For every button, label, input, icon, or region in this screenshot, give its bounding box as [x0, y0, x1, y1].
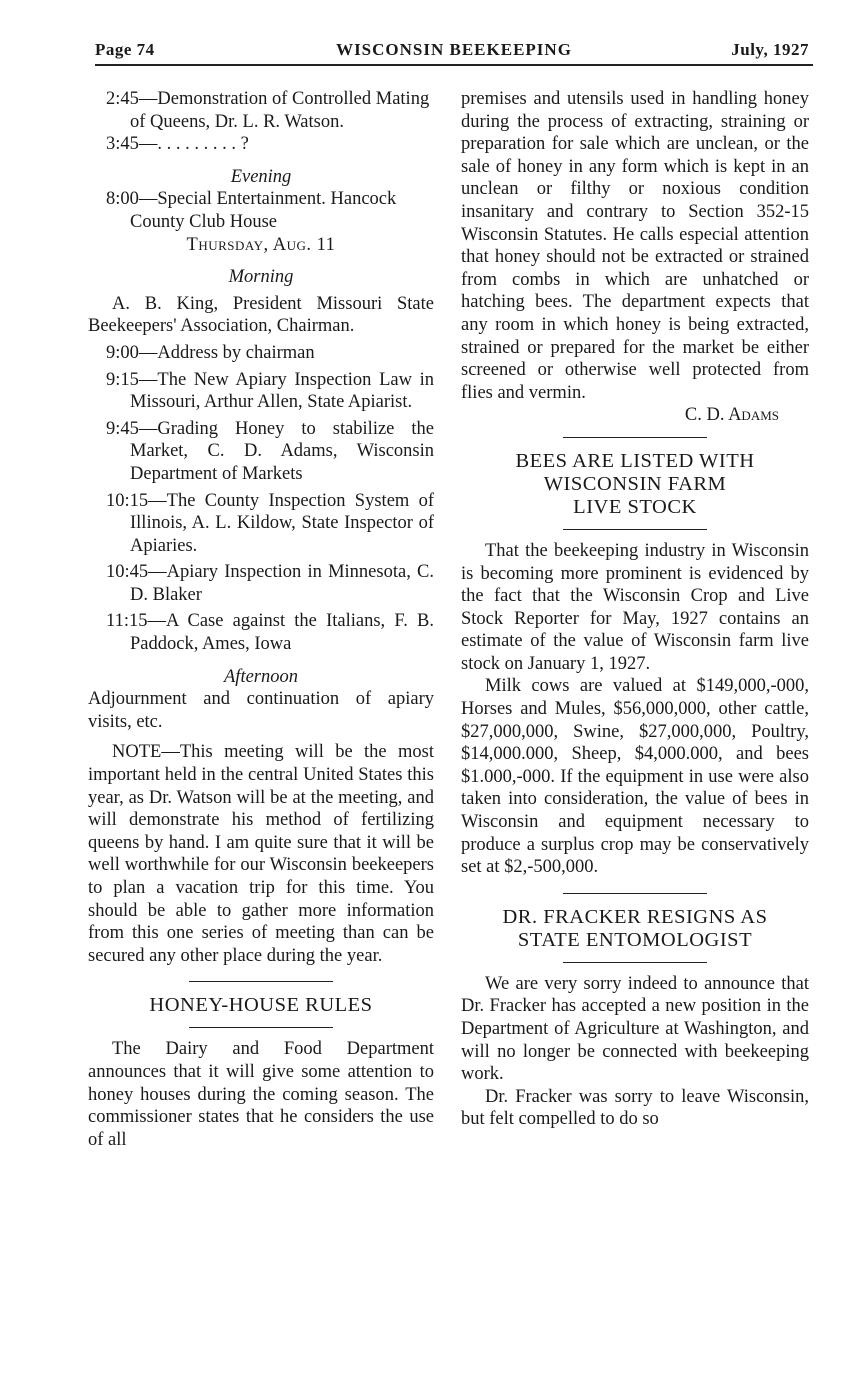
- afternoon-heading: Afternoon: [224, 666, 298, 687]
- right-column: [461, 88, 809, 1131]
- issue-date: July, 1927: [731, 40, 809, 59]
- livestock-paragraph: Milk cows are valued at $149,000,-000, Horses and Mules, $56,000,000, other cattle, $27,000,000, Swine, $27,000,000, Poultry, $14,000.000, Sheep, $4,000.000, and bees $1.000,-000. If the equipment in use were also taken into consideration, the value of bees in Wisconsin and equipment necessary to produce a surplus crop may be conservatively set at $2,-500,000.: [461, 676, 809, 878]
- headline-underline: [563, 962, 707, 963]
- chairman-paragraph: A. B. King, President Missouri State Beekeepers' Association, Chairman.: [88, 293, 434, 337]
- schedule-item: 10:15—The County Inspection System of Illinois, A. L. Kildow, State Inspector of Apiaries.: [106, 490, 434, 556]
- livestock-headline: [461, 450, 809, 519]
- note-paragraph: NOTE—This meeting will be the most important held in the central United States this year, as Dr. Watson will be at the meeting, and will demonstrate his method of fertilizing queens by hand. I am quite sure that it will be well worthwhile for our Wisconsin beekeepers to plan a vacation trip for this time. You should be able to gather more information from this one series of meeting than can be secured any other place during the year.: [88, 742, 434, 966]
- honey-house-paragraph-continued: premises and utensils used in handling honey during the process of extracting, straining or preparation for sale which are unclean, or the sale of honey in any form which is kept in an unclean or filthy or noxious condition insanitary and contrary to Section 352-15 Wisconsin Statutes. He calls especial attention that honey should not be extracted or strained from combs in which are unhatched or hatching bees. The department expects that any room in which honey is being extracted, strained or prepared for the market be either screened or otherwise well protected from flies and vermin.: [461, 89, 809, 403]
- article-signature: C. D. Adams: [684, 405, 779, 426]
- headline-underline: [563, 529, 707, 530]
- schedule-item: 3:45—. . . . . . . . . ?: [106, 134, 249, 155]
- evening-item: 8:00—Special Entertainment. Hancock County Club House: [106, 189, 397, 232]
- schedule-item: 9:00—Address by chairman: [106, 342, 315, 363]
- headline-line: STATE ENTOMOLOGIST: [517, 928, 753, 951]
- publication-title: WISCONSIN BEEKEEPING: [336, 40, 572, 59]
- evening-heading: Evening: [230, 166, 292, 187]
- page-header: [95, 40, 813, 66]
- honey-house-headline: HONEY-HOUSE RULES: [149, 994, 373, 1017]
- schedule-item: 9:15—The New Apiary Inspection Law in Missouri, Arthur Allen, State Apiarist.: [106, 369, 434, 413]
- schedule-item: 9:45—Grading Honey to stabilize the Market, C. D. Adams, Wisconsin Department of Markets: [106, 418, 434, 484]
- headline-underline: [189, 1027, 333, 1028]
- schedule-item: 11:15—A Case against the Italians, F. B. Paddock, Ames, Iowa: [106, 611, 434, 655]
- livestock-paragraph: That the beekeeping industry in Wisconsin is becoming more prominent is evidenced by the fact that the Wisconsin Crop and Live Stock Reporter for May, 1927 contains an estimate of the value of Wisconsin farm live stock on January 1, 1927.: [461, 540, 809, 674]
- morning-heading: Morning: [228, 267, 294, 288]
- schedule-item: 10:45—Apiary Inspection in Minnesota, C. D. Blaker: [106, 562, 434, 605]
- headline-line: BEES ARE LISTED WITH: [515, 449, 755, 472]
- headline-line: LIVE STOCK: [573, 495, 697, 518]
- page-number: Page 74: [95, 40, 155, 59]
- fracker-paragraph: Dr. Fracker was sorry to leave Wisconsin, but felt compelled to do so: [461, 1086, 809, 1130]
- thursday-heading: Thursday, Aug. 11: [186, 234, 336, 255]
- fracker-paragraph: We are very sorry indeed to announce that Dr. Fracker has accepted a new position in the Department of Agriculture at Washington, and will no longer be connected with beekeeping work.: [461, 973, 809, 1085]
- section-divider: [189, 981, 333, 982]
- fracker-headline: [461, 906, 809, 952]
- honey-house-paragraph: The Dairy and Food Department announces that it will give some attention to honey houses during the coming season. The commissioner states that he considers the use of all: [88, 1039, 434, 1150]
- headline-line: DR. FRACKER RESIGNS AS: [502, 905, 768, 928]
- headline-line: WISCONSIN FARM: [543, 472, 727, 495]
- left-column: [88, 88, 434, 1151]
- section-divider: [563, 893, 707, 894]
- afternoon-paragraph: Adjournment and continuation of apiary visits, etc.: [88, 689, 434, 732]
- section-divider: [563, 437, 707, 438]
- schedule-item: 2:45—Demonstration of Controlled Mating of Queens, Dr. L. R. Watson.: [106, 89, 430, 132]
